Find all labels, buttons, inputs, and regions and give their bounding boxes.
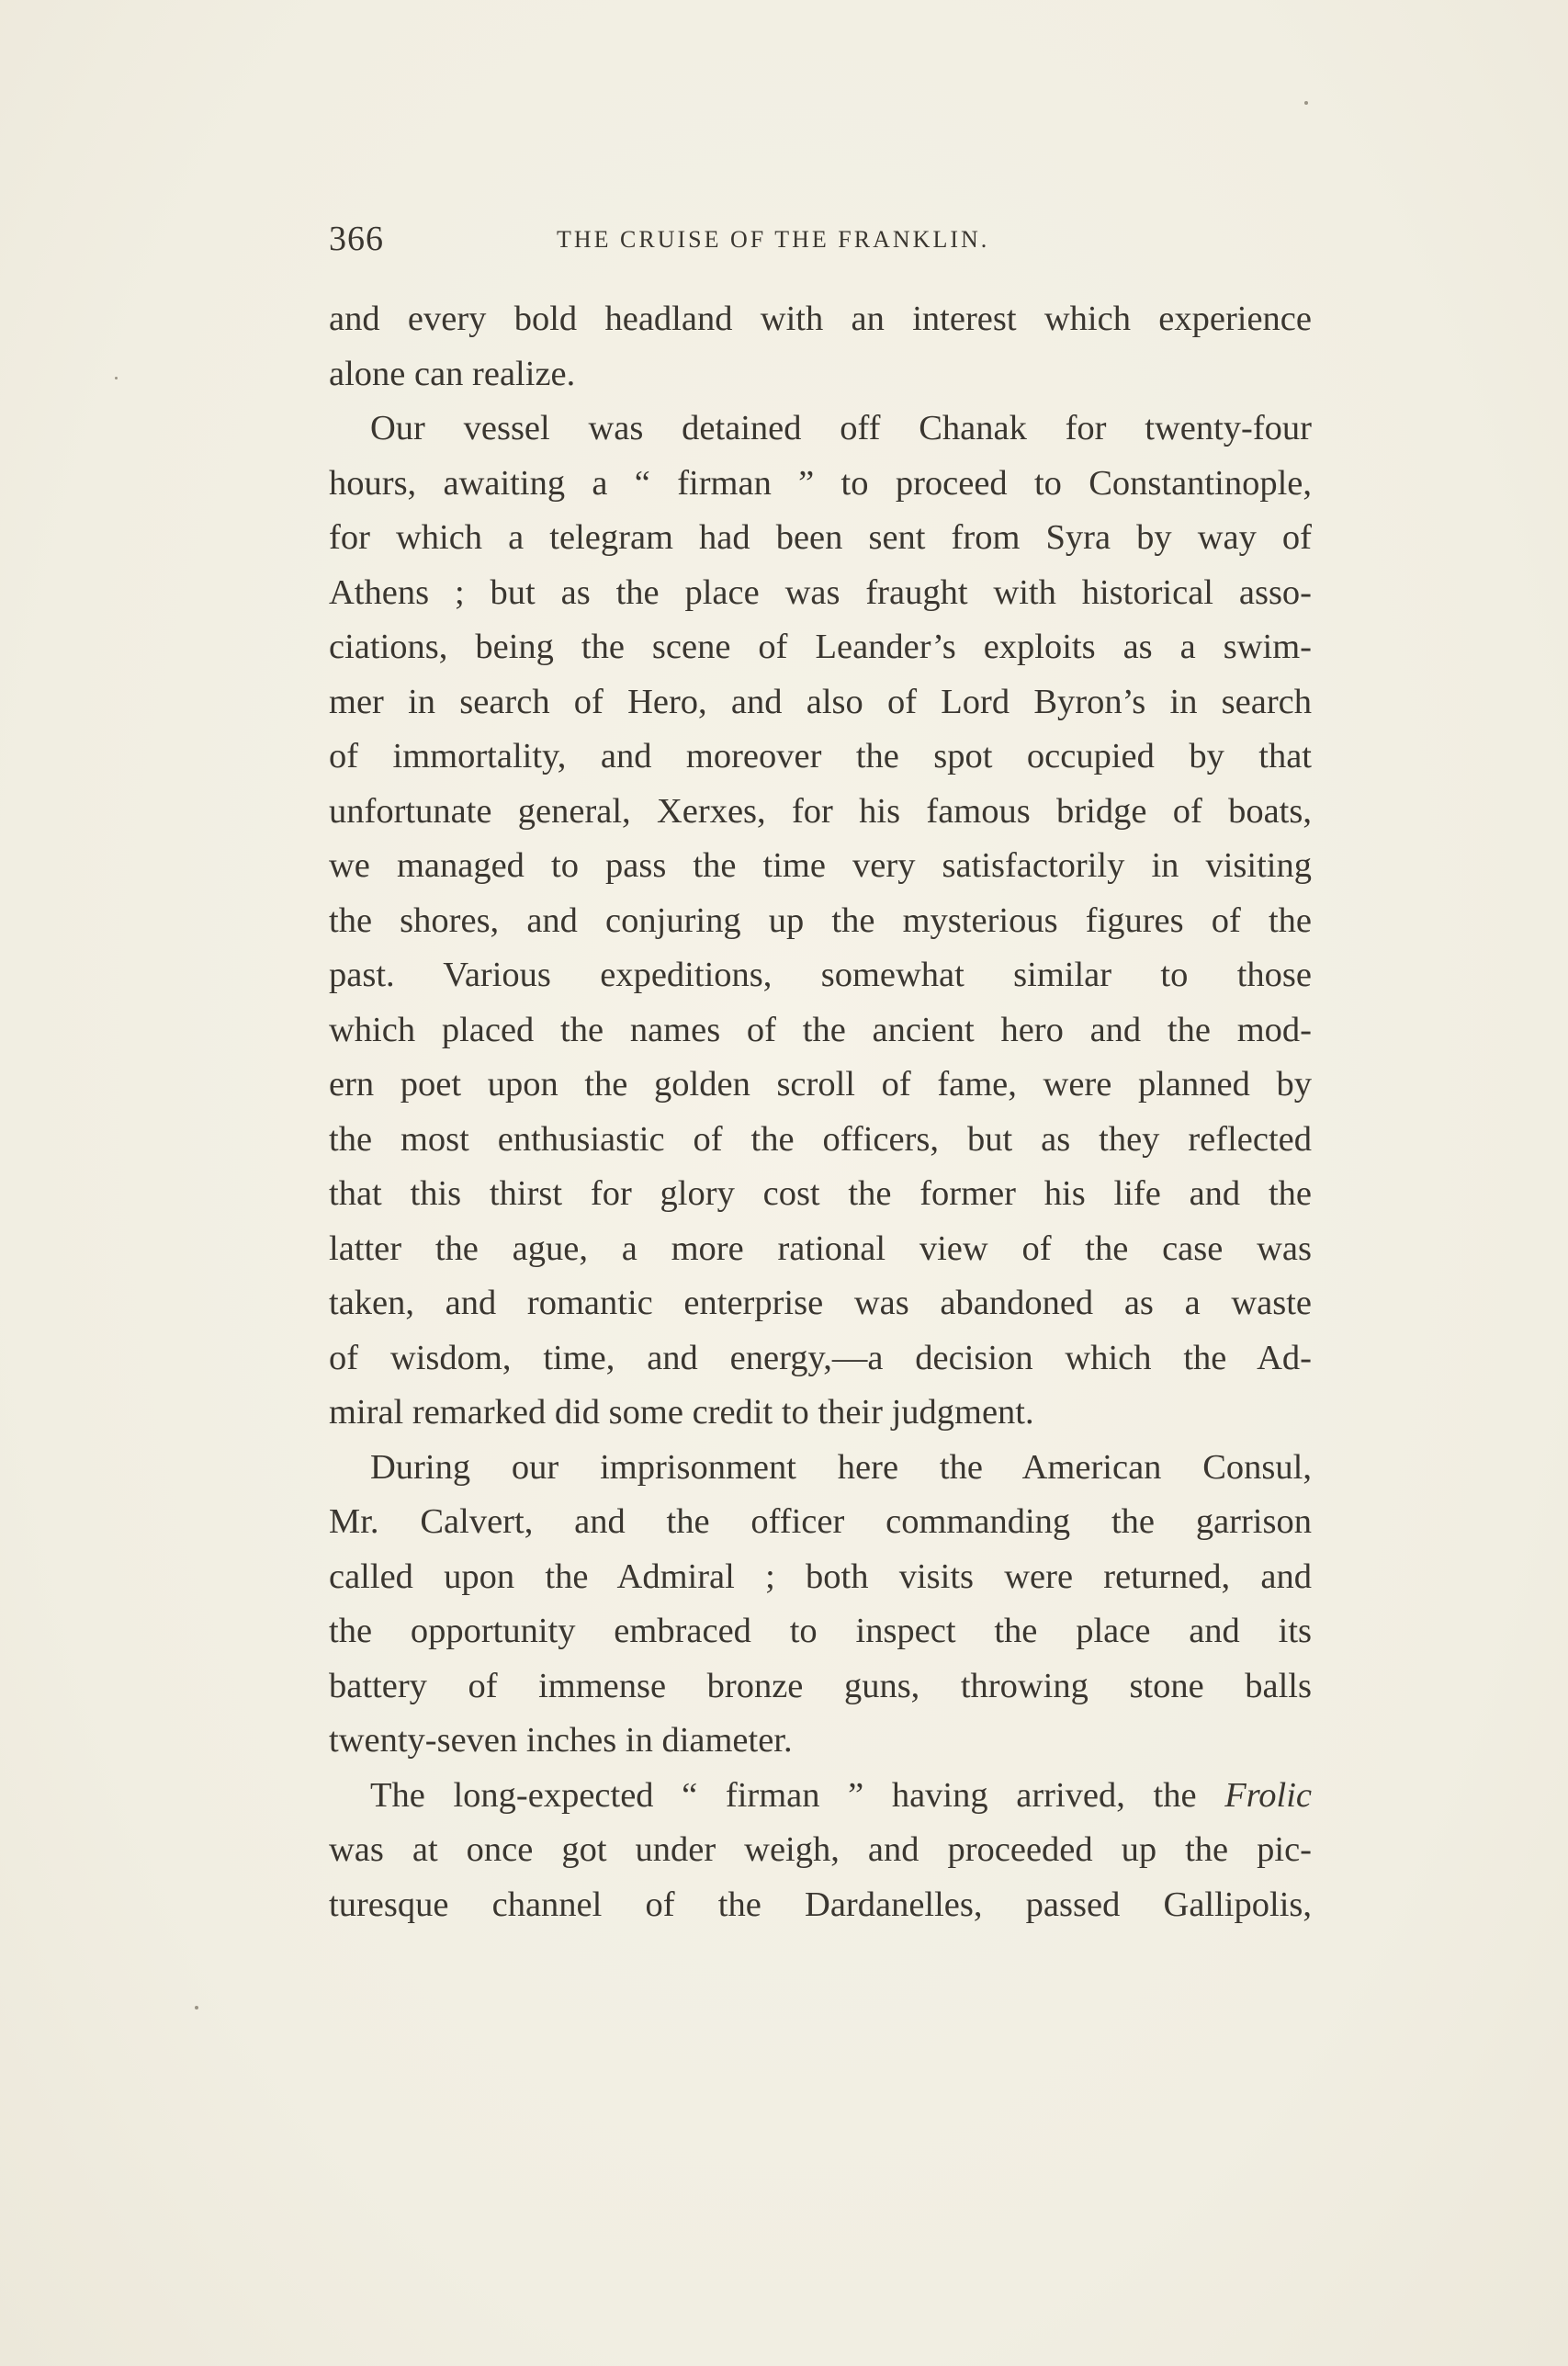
text-line: battery of immense bronze guns, throwing stone balls [329,1666,1312,1705]
text-line: taken, and romantic enterprise was abandoned as a waste [329,1284,1312,1322]
text-line: ern poet upon the golden scroll of fame, were planned by [329,1065,1312,1104]
body-text [329,292,1312,1932]
paper-speck [195,2006,198,2009]
text-line: past. Various expeditions, somewhat similar to those [329,956,1312,994]
text-line: miral remarked did some credit to their judgment. [329,1393,1034,1432]
text-line: and every bold headland with an interest which experience [329,300,1312,338]
text-line: for which a telegram had been sent from Syra by way of [329,518,1312,557]
text-line: of immortality, and moreover the spot occupied by that [329,737,1312,775]
italic-ship-name: Frolic [1224,1775,1312,1815]
text-line: the shores, and conjuring up the mysterious figures of the [329,900,1312,940]
text-line: latter the ague, a more rational view of the case was [329,1228,1312,1268]
text-line: turesque channel of the Dardanelles, passed Gallipolis, [329,1885,1312,1924]
text-line: hours, awaiting a “ firman ” to proceed to Constantinople, [329,463,1312,503]
text-line: Our vessel was detained off Chanak for twenty-four [370,409,1312,447]
text-line: twenty-seven inches in diameter. [329,1721,793,1760]
text-line: unfortunate general, Xerxes, for his famous bridge of boats, [329,791,1312,831]
text-line: Mr. Calvert, and the officer commanding the garrison [329,1502,1312,1541]
text-line: ciations, being the scene of Leander’s exploits as a swim- [329,628,1312,666]
page-number: 366 [329,220,384,258]
text-line: which placed the names of the ancient hero and the mod- [329,1010,1312,1049]
text-line: the opportunity embraced to inspect the place and its [329,1612,1312,1650]
paper-speck [1304,101,1308,105]
running-head: THE CRUISE OF THE FRANKLIN. [557,226,990,253]
text-line [329,1769,1312,1824]
paper-speck [115,377,118,379]
text-line: we managed to pass the time very satisfactorily in visiting [329,846,1312,885]
text-line: that this thirst for glory cost the former his life and the [329,1174,1312,1213]
text-line: mer in search of Hero, and also of Lord Byron’s in search [329,682,1312,721]
text-line: the most enthusiastic of the officers, but as they reflected [329,1119,1312,1159]
text-line: During our imprisonment here the American Consul, [370,1447,1312,1487]
text-line: called upon the Admiral ; both visits were returned, and [329,1557,1312,1596]
text-line: of wisdom, time, and energy,—a decision which the Ad- [329,1338,1312,1377]
text-line: alone can realize. [329,354,576,393]
text-line-segment: The long-expected “ firman ” having arrived, the [370,1775,1197,1815]
text-line: was at once got under weigh, and proceeded up the pic- [329,1830,1312,1869]
page-header [329,219,1312,259]
text-line: Athens ; but as the place was fraught with historical asso- [329,572,1312,612]
